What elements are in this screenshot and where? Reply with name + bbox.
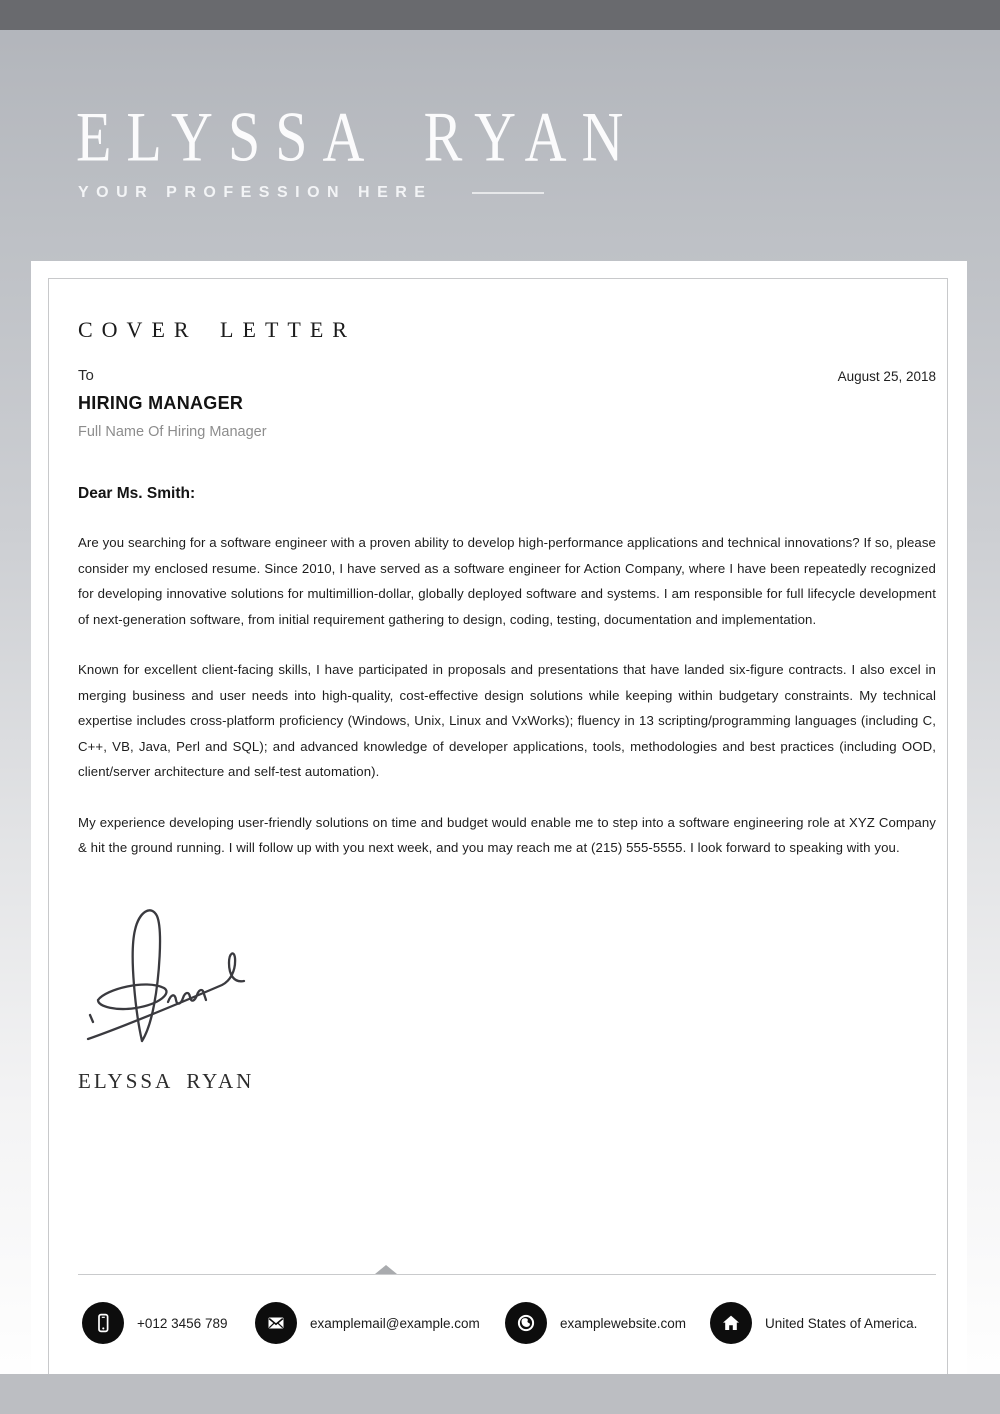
- to-label: To: [78, 367, 94, 384]
- footer-divider: [78, 1274, 936, 1275]
- recipient-block: [78, 366, 267, 442]
- contact-item-phone: [82, 1302, 227, 1344]
- body-paragraph: Known for excellent client-facing skills, I have participated in proposals and presentations that have landed six-figure contracts. I also excel in merging business and user needs into high-quality, cost-effective design solutions while keeping within budgetary constraints. My technical expertise includes cross-platform proficiency (Windows, Unix, Linux and VxWorks); fluency in 13 scripting/programming languages (including C, C++, VB, Java, Perl and SQL); and advanced knowledge of developer applications, tools, methodologies and best practices (including OOD, client/server architecture and self-test automation).: [78, 662, 936, 779]
- header-name: ELYSSA RYAN: [76, 97, 639, 177]
- contact-item-website: [505, 1302, 686, 1344]
- contact-label: +012 3456 789: [137, 1315, 228, 1331]
- signature-stroke-diagonal: [88, 953, 244, 1039]
- globe-icon: [505, 1302, 547, 1344]
- contacts-row: [78, 1302, 936, 1344]
- recipient-row: [78, 366, 936, 442]
- signature-name: ELYSSA RYAN: [78, 1068, 255, 1093]
- contact-item-location: [710, 1302, 917, 1344]
- contact-label: examplemail@example.com: [310, 1315, 480, 1331]
- header-subtitle-row: [78, 184, 544, 202]
- letter-title: COVER LETTER: [78, 317, 356, 342]
- page-footer: [78, 1274, 936, 1344]
- letter-sheet: [31, 261, 967, 1374]
- body-paragraph: Are you searching for a software engineer with a proven ability to develop high-performance applications and technical innovations? If so, please consider my enclosed resume. Since 2010, I have served as a software engineer for Action Company, where I have been repeatedly recognized for developing innovative solutions for multimillion-dollar, globally deployed software and systems. I am responsible for full lifecycle development of next-generation software, from initial requirement gathering to design, coding, testing, documentation and implementation.: [78, 535, 936, 627]
- envelope-icon: [255, 1302, 297, 1344]
- top-bar: [0, 0, 1000, 30]
- contact-item-email: [255, 1302, 480, 1344]
- letter-content: [31, 261, 967, 1094]
- profession-underline: [472, 192, 544, 194]
- contact-label: examplewebsite.com: [560, 1315, 687, 1331]
- body-paragraph: My experience developing user-friendly solutions on time and budget would enable me to step into a software engineering role at XYZ Company & hit the ground running. I will follow up with you next week, and you may reach me at (215) 555-5555. I look forward to speaking with you.: [78, 814, 936, 855]
- letter-date: August 25, 2018: [837, 369, 936, 384]
- header-profession: YOUR PROFESSION HERE: [78, 184, 433, 201]
- signature-stroke-tick: [90, 1015, 93, 1022]
- signature-stroke-wave: [168, 989, 206, 1003]
- recipient-subtitle: Full Name Of Hiring Manager: [78, 424, 267, 440]
- home-icon: [710, 1302, 752, 1344]
- bottom-band: [0, 1374, 1000, 1414]
- greeting: Dear Ms. Smith:: [78, 485, 196, 502]
- smartphone-icon: [82, 1302, 124, 1344]
- signature-image: [84, 901, 259, 1051]
- contact-label: United States of America.: [765, 1315, 918, 1331]
- triangle-up-icon: [375, 1265, 397, 1274]
- recipient-title: HIRING MANAGER: [78, 393, 244, 413]
